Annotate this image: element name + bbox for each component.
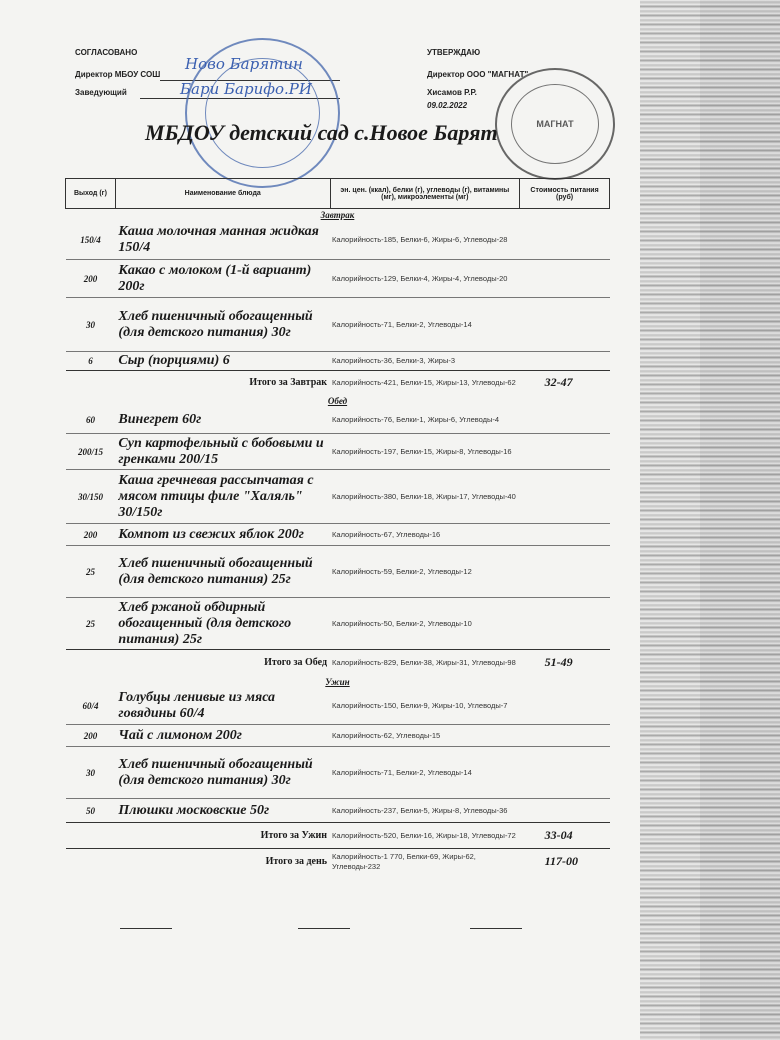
nutrition-cell: Калорийность-36, Белки-3, Жиры-3 <box>332 356 456 365</box>
dish-cell: Каша молочная манная жидкая 150/4 <box>118 224 319 256</box>
dish-cell: Хлеб пшеничный обогащенный (для детского питания) 30г <box>118 756 313 788</box>
day-total-cost: 117-00 <box>520 849 610 875</box>
yield-cell: 200 <box>83 273 98 284</box>
yield-cell: 30 <box>85 319 95 330</box>
table-row <box>66 222 610 260</box>
total-label: Итого за Обед <box>66 650 331 676</box>
nutrition-cell: Калорийность-150, Белки-9, Жиры-10, Углеводы-7 <box>332 701 508 711</box>
total-nutrition: Калорийность-520, Белки-16, Жиры-18, Углеводы-72 <box>330 823 520 849</box>
table-row <box>66 260 610 298</box>
section-total-row <box>66 650 610 676</box>
col-name: Наименование блюда <box>115 179 330 209</box>
nutrition-cell: Калорийность-71, Белки-2, Углеводы-14 <box>332 767 472 777</box>
day-total-nutrition: Калорийность-1 770, Белки-69, Жиры-62, Углеводы-232 <box>330 849 520 875</box>
yield-cell: 6 <box>88 356 93 366</box>
cost-cell <box>520 408 610 434</box>
cost-cell <box>520 434 610 470</box>
cost-cell <box>520 298 610 352</box>
dish-cell: Чай с лимоном 200г <box>118 727 242 743</box>
approval-right-line2: Хисамов Р.Р. <box>427 88 477 97</box>
nutrition-cell: Калорийность-71, Белки-2, Углеводы-14 <box>332 319 472 329</box>
total-cost: 33-04 <box>520 823 610 849</box>
yield-cell: 60/4 <box>82 701 99 712</box>
company-seal <box>495 68 615 180</box>
table-row <box>66 298 610 352</box>
dish-cell: Голубцы ленивые из мяса говядины 60/4 <box>118 690 276 722</box>
nutrition-cell: Калорийность-59, Белки-2, Углеводы-12 <box>332 566 472 576</box>
nutrition-cell: Калорийность-237, Белки-5, Жиры-8, Углеводы-36 <box>332 805 508 815</box>
yield-cell: 150/4 <box>80 235 101 246</box>
cost-cell <box>520 747 610 799</box>
dish-cell: Хлеб пшеничный обогащенный (для детского питания) 30г <box>118 308 313 340</box>
cost-cell <box>520 689 610 725</box>
approval-right-line1: Директор ООО "МАГНАТ" <box>427 70 529 79</box>
approval-left-line1: Директор МБОУ СОШ <box>75 70 161 79</box>
page-title: МБДОУ детский сад с.Новое Барят <box>145 120 498 145</box>
section-heading: Завтрак <box>320 210 355 221</box>
yield-cell: 200 <box>83 529 98 540</box>
menu-table <box>65 178 610 875</box>
table-row <box>66 598 610 650</box>
yield-cell: 25 <box>85 618 95 629</box>
total-label: Итого за Завтрак <box>66 371 331 395</box>
table-row <box>66 470 610 524</box>
cost-cell <box>520 352 610 371</box>
dish-cell: Плюшки московские 50г <box>118 802 270 818</box>
cost-cell <box>520 725 610 747</box>
nutrition-cell: Калорийность-76, Белки-1, Жиры-6, Углеводы-4 <box>332 415 500 425</box>
col-yield: Выход (г) <box>66 179 116 209</box>
section-total-row <box>66 371 610 395</box>
day-total-label: Итого за день <box>66 849 331 875</box>
dish-cell: Какао с молоком (1-й вариант) 200г <box>118 262 312 294</box>
table-row <box>66 434 610 470</box>
yield-cell: 200/15 <box>77 446 103 457</box>
approval-date: 09.02.2022 <box>427 101 468 110</box>
day-total-row <box>66 849 610 875</box>
cost-cell <box>520 260 610 298</box>
table-row <box>66 747 610 799</box>
section-heading: Ужин <box>325 677 350 687</box>
cost-cell <box>520 222 610 260</box>
col-cost: Стоимость питания (руб) <box>520 179 610 209</box>
scan-artifact <box>640 0 780 1040</box>
nutrition-cell: Калорийность-185, Белки-6, Жиры-6, Углеводы-28 <box>332 235 508 245</box>
dish-cell: Сыр (порциями) 6 <box>118 353 230 368</box>
section-heading: Обед <box>327 396 348 406</box>
cost-cell <box>520 524 610 546</box>
table-row <box>66 524 610 546</box>
yield-cell: 25 <box>85 566 95 577</box>
dish-cell: Винегрет 60г <box>118 412 202 428</box>
approval-left-line2: Заведующий <box>75 88 127 97</box>
total-nutrition: Калорийность-421, Белки-15, Жиры-13, Углеводы-62 <box>330 371 520 395</box>
total-cost: 32-47 <box>520 371 610 395</box>
table-row <box>66 352 610 371</box>
table-row <box>66 408 610 434</box>
yield-cell: 200 <box>83 730 98 741</box>
yield-cell: 60 <box>85 415 95 426</box>
table-row <box>66 799 610 823</box>
cost-cell <box>520 799 610 823</box>
signature-line <box>298 928 350 929</box>
nutrition-cell: Калорийность-62, Углеводы-15 <box>332 730 441 740</box>
total-nutrition: Калорийность-829, Белки-38, Жиры-31, Углеводы-98 <box>330 650 520 676</box>
cost-cell <box>520 598 610 650</box>
table-row <box>66 689 610 725</box>
nutrition-cell: Калорийность-380, Белки-18, Жиры-17, Углеводы-40 <box>332 491 516 501</box>
nutrition-cell: Калорийность-67, Углеводы-16 <box>332 529 441 539</box>
seal-text: МАГНАТ <box>536 119 574 129</box>
nutrition-cell: Калорийность-129, Белки-4, Жиры-4, Углеводы-20 <box>332 273 508 283</box>
nutrition-cell: Калорийность-50, Белки-2, Углеводы-10 <box>332 618 472 628</box>
signature-line <box>120 928 172 929</box>
cost-cell <box>520 470 610 524</box>
section-total-row <box>66 823 610 849</box>
table-row <box>66 546 610 598</box>
approval-right-title: УТВЕРЖДАЮ <box>427 48 481 57</box>
signature-1: Ново Барятин <box>185 55 303 73</box>
yield-cell: 50 <box>85 805 95 816</box>
col-nutrition: эн. цен. (ккал), белки (г), углеводы (г), витамины (мг), микроэлементы (мг) <box>330 179 520 209</box>
yield-cell: 30 <box>85 767 95 778</box>
nutrition-cell: Калорийность-197, Белки-15, Жиры-8, Углеводы-16 <box>332 446 512 456</box>
total-label: Итого за Ужин <box>66 823 331 849</box>
total-cost: 51-49 <box>520 650 610 676</box>
signature-line <box>470 928 522 929</box>
signature-2: Бари Барифо.РИ <box>180 80 312 98</box>
yield-cell: 30/150 <box>77 491 103 502</box>
dish-cell: Хлеб пшеничный обогащенный (для детского питания) 25г <box>118 555 313 587</box>
dish-cell: Компот из свежих яблок 200г <box>118 526 304 542</box>
dish-cell: Суп картофельный с бобовыми и гренками 200/15 <box>118 435 324 467</box>
cost-cell <box>520 546 610 598</box>
dish-cell: Каша гречневая рассыпчатая с мясом птицы филе "Халяль" 30/150г <box>118 472 314 520</box>
table-row <box>66 725 610 747</box>
dish-cell: Хлеб ржаной обдирный обогащенный (для детского питания) 25г <box>118 599 292 647</box>
approval-left-title: СОГЛАСОВАНО <box>75 48 138 57</box>
